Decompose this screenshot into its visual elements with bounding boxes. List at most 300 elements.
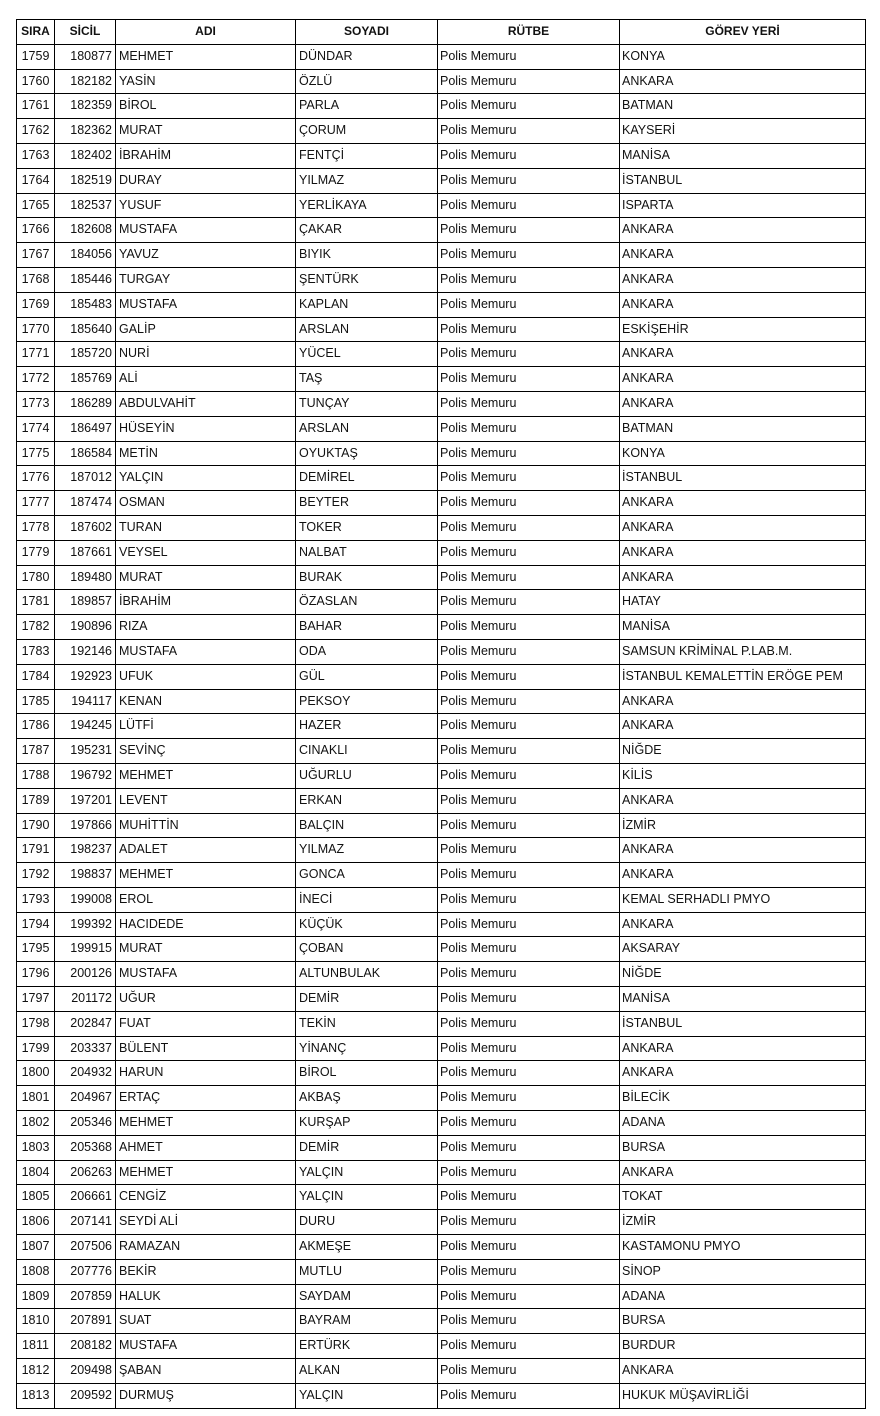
table-row — [17, 813, 866, 838]
cell-adi: MUHİTTİN — [116, 813, 296, 838]
cell-adi: MEHMET — [116, 44, 296, 69]
cell-gorev-yeri: TOKAT — [620, 1185, 866, 1210]
cell-rutbe: Polis Memuru — [438, 317, 620, 342]
cell-rutbe: Polis Memuru — [438, 69, 620, 94]
cell-rutbe: Polis Memuru — [438, 1235, 620, 1260]
cell-soyadi: KÜÇÜK — [296, 912, 438, 937]
cell-gorev-yeri: BURSA — [620, 1135, 866, 1160]
cell-rutbe: Polis Memuru — [438, 292, 620, 317]
cell-sicil: 203337 — [55, 1036, 116, 1061]
cell-soyadi: PARLA — [296, 94, 438, 119]
table-row — [17, 44, 866, 69]
table-row — [17, 441, 866, 466]
cell-adi: HARUN — [116, 1061, 296, 1086]
table-row — [17, 466, 866, 491]
table-row — [17, 342, 866, 367]
cell-adi: MEHMET — [116, 1111, 296, 1136]
cell-gorev-yeri: ANKARA — [620, 863, 866, 888]
cell-adi: İBRAHİM — [116, 590, 296, 615]
cell-adi: SUAT — [116, 1309, 296, 1334]
cell-sira: 1812 — [17, 1359, 55, 1384]
table-row — [17, 1135, 866, 1160]
cell-soyadi: KAPLAN — [296, 292, 438, 317]
cell-sira: 1794 — [17, 912, 55, 937]
cell-soyadi: YALÇIN — [296, 1160, 438, 1185]
cell-soyadi: GÜL — [296, 664, 438, 689]
table-row — [17, 193, 866, 218]
table-row — [17, 565, 866, 590]
cell-soyadi: YERLİKAYA — [296, 193, 438, 218]
cell-sira: 1763 — [17, 143, 55, 168]
cell-gorev-yeri: KİLİS — [620, 763, 866, 788]
cell-adi: CENGİZ — [116, 1185, 296, 1210]
cell-sira: 1766 — [17, 218, 55, 243]
header-adi: ADI — [116, 20, 296, 45]
cell-rutbe: Polis Memuru — [438, 763, 620, 788]
table-row — [17, 119, 866, 144]
table-row — [17, 962, 866, 987]
table-body — [17, 44, 866, 1408]
cell-gorev-yeri: AKSARAY — [620, 937, 866, 962]
cell-sira: 1775 — [17, 441, 55, 466]
cell-gorev-yeri: ESKİŞEHİR — [620, 317, 866, 342]
cell-sira: 1770 — [17, 317, 55, 342]
cell-soyadi: BIYIK — [296, 243, 438, 268]
cell-sicil: 207141 — [55, 1210, 116, 1235]
header-sicil: SİCİL — [55, 20, 116, 45]
cell-soyadi: DURU — [296, 1210, 438, 1235]
cell-sicil: 182608 — [55, 218, 116, 243]
cell-adi: ŞABAN — [116, 1359, 296, 1384]
cell-gorev-yeri: ANKARA — [620, 1061, 866, 1086]
cell-soyadi: UĞURLU — [296, 763, 438, 788]
cell-gorev-yeri: ANKARA — [620, 714, 866, 739]
cell-sicil: 189857 — [55, 590, 116, 615]
cell-adi: NURİ — [116, 342, 296, 367]
cell-sira: 1805 — [17, 1185, 55, 1210]
table-row — [17, 491, 866, 516]
cell-sicil: 182537 — [55, 193, 116, 218]
cell-sicil: 186497 — [55, 416, 116, 441]
cell-gorev-yeri: ANKARA — [620, 1160, 866, 1185]
cell-rutbe: Polis Memuru — [438, 1011, 620, 1036]
cell-rutbe: Polis Memuru — [438, 1210, 620, 1235]
cell-soyadi: ERKAN — [296, 788, 438, 813]
cell-sira: 1781 — [17, 590, 55, 615]
cell-adi: YALÇIN — [116, 466, 296, 491]
cell-sicil: 194245 — [55, 714, 116, 739]
cell-rutbe: Polis Memuru — [438, 193, 620, 218]
table-row — [17, 243, 866, 268]
cell-rutbe: Polis Memuru — [438, 391, 620, 416]
cell-soyadi: KURŞAP — [296, 1111, 438, 1136]
cell-adi: MURAT — [116, 937, 296, 962]
cell-gorev-yeri: KONYA — [620, 44, 866, 69]
personnel-table — [16, 19, 866, 1409]
cell-rutbe: Polis Memuru — [438, 491, 620, 516]
cell-soyadi: MUTLU — [296, 1259, 438, 1284]
cell-adi: MURAT — [116, 565, 296, 590]
cell-sira: 1777 — [17, 491, 55, 516]
cell-gorev-yeri: ANKARA — [620, 267, 866, 292]
table-row — [17, 788, 866, 813]
table-row — [17, 689, 866, 714]
cell-sicil: 186289 — [55, 391, 116, 416]
table-row — [17, 1061, 866, 1086]
cell-rutbe: Polis Memuru — [438, 1309, 620, 1334]
cell-soyadi: AKMEŞE — [296, 1235, 438, 1260]
cell-rutbe: Polis Memuru — [438, 119, 620, 144]
cell-adi: HÜSEYİN — [116, 416, 296, 441]
cell-rutbe: Polis Memuru — [438, 143, 620, 168]
cell-soyadi: BİROL — [296, 1061, 438, 1086]
cell-soyadi: BEYTER — [296, 491, 438, 516]
cell-sicil: 182359 — [55, 94, 116, 119]
cell-sicil: 209592 — [55, 1383, 116, 1408]
table-row — [17, 714, 866, 739]
cell-soyadi: DEMİR — [296, 987, 438, 1012]
cell-adi: AHMET — [116, 1135, 296, 1160]
cell-rutbe: Polis Memuru — [438, 1036, 620, 1061]
cell-sira: 1796 — [17, 962, 55, 987]
table-row — [17, 863, 866, 888]
cell-sicil: 202847 — [55, 1011, 116, 1036]
cell-soyadi: YALÇIN — [296, 1185, 438, 1210]
cell-rutbe: Polis Memuru — [438, 1284, 620, 1309]
cell-adi: ABDULVAHİT — [116, 391, 296, 416]
cell-sira: 1759 — [17, 44, 55, 69]
cell-sicil: 182182 — [55, 69, 116, 94]
cell-sira: 1772 — [17, 367, 55, 392]
cell-sira: 1795 — [17, 937, 55, 962]
cell-sira: 1797 — [17, 987, 55, 1012]
cell-soyadi: ALKAN — [296, 1359, 438, 1384]
cell-sicil: 207891 — [55, 1309, 116, 1334]
cell-adi: MUSTAFA — [116, 962, 296, 987]
cell-gorev-yeri: ANKARA — [620, 788, 866, 813]
cell-adi: FUAT — [116, 1011, 296, 1036]
cell-sicil: 209498 — [55, 1359, 116, 1384]
cell-sira: 1793 — [17, 887, 55, 912]
cell-adi: SEYDİ ALİ — [116, 1210, 296, 1235]
cell-rutbe: Polis Memuru — [438, 367, 620, 392]
cell-rutbe: Polis Memuru — [438, 1359, 620, 1384]
table-row — [17, 639, 866, 664]
cell-rutbe: Polis Memuru — [438, 1111, 620, 1136]
cell-gorev-yeri: KASTAMONU PMYO — [620, 1235, 866, 1260]
header-sira: SIRA — [17, 20, 55, 45]
cell-soyadi: GONCA — [296, 863, 438, 888]
cell-gorev-yeri: ADANA — [620, 1284, 866, 1309]
cell-soyadi: BURAK — [296, 565, 438, 590]
cell-soyadi: DEMİR — [296, 1135, 438, 1160]
cell-adi: MURAT — [116, 119, 296, 144]
cell-gorev-yeri: ANKARA — [620, 243, 866, 268]
cell-soyadi: ERTÜRK — [296, 1334, 438, 1359]
cell-rutbe: Polis Memuru — [438, 565, 620, 590]
cell-adi: HALUK — [116, 1284, 296, 1309]
table-row — [17, 1359, 866, 1384]
cell-sira: 1791 — [17, 838, 55, 863]
cell-gorev-yeri: İSTANBUL KEMALETTİN ERÖGE PEM — [620, 664, 866, 689]
cell-rutbe: Polis Memuru — [438, 813, 620, 838]
cell-sira: 1779 — [17, 540, 55, 565]
cell-sira: 1800 — [17, 1061, 55, 1086]
cell-gorev-yeri: ANKARA — [620, 838, 866, 863]
cell-sicil: 204967 — [55, 1086, 116, 1111]
cell-sira: 1806 — [17, 1210, 55, 1235]
cell-soyadi: TAŞ — [296, 367, 438, 392]
cell-rutbe: Polis Memuru — [438, 243, 620, 268]
table-row — [17, 1111, 866, 1136]
table-row — [17, 317, 866, 342]
cell-rutbe: Polis Memuru — [438, 1334, 620, 1359]
cell-adi: MUSTAFA — [116, 1334, 296, 1359]
cell-adi: BİROL — [116, 94, 296, 119]
table-row — [17, 1185, 866, 1210]
cell-rutbe: Polis Memuru — [438, 863, 620, 888]
cell-sicil: 182519 — [55, 168, 116, 193]
cell-adi: TURGAY — [116, 267, 296, 292]
cell-soyadi: CINAKLI — [296, 739, 438, 764]
table-row — [17, 1334, 866, 1359]
table-row — [17, 515, 866, 540]
cell-adi: ADALET — [116, 838, 296, 863]
cell-soyadi: YÜCEL — [296, 342, 438, 367]
table-row — [17, 69, 866, 94]
cell-soyadi: ÖZLÜ — [296, 69, 438, 94]
table-row — [17, 1309, 866, 1334]
cell-sira: 1786 — [17, 714, 55, 739]
cell-sira: 1769 — [17, 292, 55, 317]
cell-sira: 1804 — [17, 1160, 55, 1185]
cell-sicil: 187602 — [55, 515, 116, 540]
cell-rutbe: Polis Memuru — [438, 466, 620, 491]
table-row — [17, 887, 866, 912]
cell-sira: 1764 — [17, 168, 55, 193]
cell-sicil: 187012 — [55, 466, 116, 491]
cell-sira: 1802 — [17, 1111, 55, 1136]
cell-sira: 1792 — [17, 863, 55, 888]
cell-sicil: 198837 — [55, 863, 116, 888]
cell-gorev-yeri: ANKARA — [620, 1036, 866, 1061]
cell-adi: ERTAÇ — [116, 1086, 296, 1111]
table-row — [17, 267, 866, 292]
cell-sicil: 182402 — [55, 143, 116, 168]
cell-rutbe: Polis Memuru — [438, 739, 620, 764]
cell-gorev-yeri: ANKARA — [620, 1359, 866, 1384]
cell-gorev-yeri: ANKARA — [620, 218, 866, 243]
cell-gorev-yeri: MANİSA — [620, 143, 866, 168]
cell-rutbe: Polis Memuru — [438, 689, 620, 714]
cell-sira: 1810 — [17, 1309, 55, 1334]
cell-sira: 1760 — [17, 69, 55, 94]
cell-soyadi: DEMİREL — [296, 466, 438, 491]
cell-sicil: 190896 — [55, 615, 116, 640]
cell-gorev-yeri: MANİSA — [620, 615, 866, 640]
cell-rutbe: Polis Memuru — [438, 1135, 620, 1160]
cell-soyadi: DÜNDAR — [296, 44, 438, 69]
table-row — [17, 1259, 866, 1284]
cell-rutbe: Polis Memuru — [438, 912, 620, 937]
cell-sicil: 185640 — [55, 317, 116, 342]
table-row — [17, 664, 866, 689]
cell-rutbe: Polis Memuru — [438, 540, 620, 565]
cell-soyadi: ARSLAN — [296, 317, 438, 342]
cell-sira: 1809 — [17, 1284, 55, 1309]
cell-sicil: 180877 — [55, 44, 116, 69]
cell-sicil: 195231 — [55, 739, 116, 764]
cell-adi: YASİN — [116, 69, 296, 94]
cell-sicil: 206661 — [55, 1185, 116, 1210]
table-row — [17, 1235, 866, 1260]
cell-adi: DURAY — [116, 168, 296, 193]
cell-sicil: 199915 — [55, 937, 116, 962]
cell-rutbe: Polis Memuru — [438, 615, 620, 640]
cell-sicil: 184056 — [55, 243, 116, 268]
cell-rutbe: Polis Memuru — [438, 664, 620, 689]
cell-sicil: 206263 — [55, 1160, 116, 1185]
cell-adi: RAMAZAN — [116, 1235, 296, 1260]
cell-sicil: 194117 — [55, 689, 116, 714]
cell-rutbe: Polis Memuru — [438, 987, 620, 1012]
cell-adi: İBRAHİM — [116, 143, 296, 168]
table-row — [17, 540, 866, 565]
cell-adi: BEKİR — [116, 1259, 296, 1284]
cell-soyadi: YILMAZ — [296, 168, 438, 193]
cell-soyadi: YILMAZ — [296, 838, 438, 863]
cell-adi: MUSTAFA — [116, 292, 296, 317]
cell-gorev-yeri: ISPARTA — [620, 193, 866, 218]
cell-adi: RIZA — [116, 615, 296, 640]
cell-adi: MUSTAFA — [116, 218, 296, 243]
cell-sicil: 197866 — [55, 813, 116, 838]
cell-rutbe: Polis Memuru — [438, 1383, 620, 1408]
cell-sira: 1803 — [17, 1135, 55, 1160]
table-row — [17, 937, 866, 962]
cell-gorev-yeri: İSTANBUL — [620, 168, 866, 193]
cell-sicil: 200126 — [55, 962, 116, 987]
cell-adi: LEVENT — [116, 788, 296, 813]
cell-sira: 1765 — [17, 193, 55, 218]
cell-gorev-yeri: KEMAL SERHADLI PMYO — [620, 887, 866, 912]
cell-sira: 1773 — [17, 391, 55, 416]
cell-rutbe: Polis Memuru — [438, 937, 620, 962]
cell-rutbe: Polis Memuru — [438, 515, 620, 540]
cell-rutbe: Polis Memuru — [438, 962, 620, 987]
cell-soyadi: NALBAT — [296, 540, 438, 565]
table-row — [17, 416, 866, 441]
cell-sira: 1811 — [17, 1334, 55, 1359]
table-row — [17, 1210, 866, 1235]
cell-sicil: 187661 — [55, 540, 116, 565]
cell-rutbe: Polis Memuru — [438, 1160, 620, 1185]
cell-sira: 1787 — [17, 739, 55, 764]
cell-adi: SEVİNÇ — [116, 739, 296, 764]
cell-sira: 1771 — [17, 342, 55, 367]
cell-sira: 1808 — [17, 1259, 55, 1284]
cell-adi: UĞUR — [116, 987, 296, 1012]
cell-rutbe: Polis Memuru — [438, 1259, 620, 1284]
cell-adi: YAVUZ — [116, 243, 296, 268]
cell-gorev-yeri: ANKARA — [620, 292, 866, 317]
cell-adi: METİN — [116, 441, 296, 466]
cell-sicil: 182362 — [55, 119, 116, 144]
cell-sicil: 189480 — [55, 565, 116, 590]
cell-gorev-yeri: SAMSUN KRİMİNAL P.LAB.M. — [620, 639, 866, 664]
cell-adi: MUSTAFA — [116, 639, 296, 664]
cell-soyadi: FENTÇİ — [296, 143, 438, 168]
cell-soyadi: PEKSOY — [296, 689, 438, 714]
cell-soyadi: BALÇIN — [296, 813, 438, 838]
cell-adi: HACIDEDE — [116, 912, 296, 937]
cell-sira: 1813 — [17, 1383, 55, 1408]
table-row — [17, 590, 866, 615]
cell-sicil: 201172 — [55, 987, 116, 1012]
table-row — [17, 168, 866, 193]
cell-sira: 1776 — [17, 466, 55, 491]
table-row — [17, 218, 866, 243]
cell-sira: 1767 — [17, 243, 55, 268]
table-row — [17, 838, 866, 863]
cell-gorev-yeri: NİĞDE — [620, 962, 866, 987]
cell-sira: 1780 — [17, 565, 55, 590]
cell-gorev-yeri: BİLECİK — [620, 1086, 866, 1111]
cell-sicil: 205368 — [55, 1135, 116, 1160]
cell-rutbe: Polis Memuru — [438, 714, 620, 739]
table-row — [17, 1160, 866, 1185]
cell-sira: 1798 — [17, 1011, 55, 1036]
cell-sicil: 208182 — [55, 1334, 116, 1359]
cell-sicil: 186584 — [55, 441, 116, 466]
cell-sicil: 205346 — [55, 1111, 116, 1136]
cell-sicil: 207506 — [55, 1235, 116, 1260]
cell-sira: 1774 — [17, 416, 55, 441]
table-row — [17, 763, 866, 788]
cell-gorev-yeri: MANİSA — [620, 987, 866, 1012]
cell-soyadi: BAYRAM — [296, 1309, 438, 1334]
table-row — [17, 987, 866, 1012]
table-row — [17, 391, 866, 416]
cell-gorev-yeri: BURDUR — [620, 1334, 866, 1359]
table-row — [17, 367, 866, 392]
cell-gorev-yeri: ANKARA — [620, 367, 866, 392]
cell-sira: 1799 — [17, 1036, 55, 1061]
cell-soyadi: ÇORUM — [296, 119, 438, 144]
cell-gorev-yeri: BATMAN — [620, 94, 866, 119]
cell-soyadi: ÖZASLAN — [296, 590, 438, 615]
cell-adi: MEHMET — [116, 863, 296, 888]
cell-gorev-yeri: NİĞDE — [620, 739, 866, 764]
cell-rutbe: Polis Memuru — [438, 94, 620, 119]
cell-rutbe: Polis Memuru — [438, 1061, 620, 1086]
cell-adi: TURAN — [116, 515, 296, 540]
table-row — [17, 615, 866, 640]
cell-sicil: 199392 — [55, 912, 116, 937]
table-row — [17, 1011, 866, 1036]
cell-gorev-yeri: HUKUK MÜŞAVİRLİĞİ — [620, 1383, 866, 1408]
header-gorev-yeri: GÖREV YERİ — [620, 20, 866, 45]
cell-soyadi: ŞENTÜRK — [296, 267, 438, 292]
table-row — [17, 739, 866, 764]
cell-rutbe: Polis Memuru — [438, 441, 620, 466]
cell-gorev-yeri: İSTANBUL — [620, 1011, 866, 1036]
cell-sira: 1788 — [17, 763, 55, 788]
cell-sira: 1768 — [17, 267, 55, 292]
cell-gorev-yeri: ANKARA — [620, 565, 866, 590]
cell-gorev-yeri: BURSA — [620, 1309, 866, 1334]
cell-rutbe: Polis Memuru — [438, 416, 620, 441]
